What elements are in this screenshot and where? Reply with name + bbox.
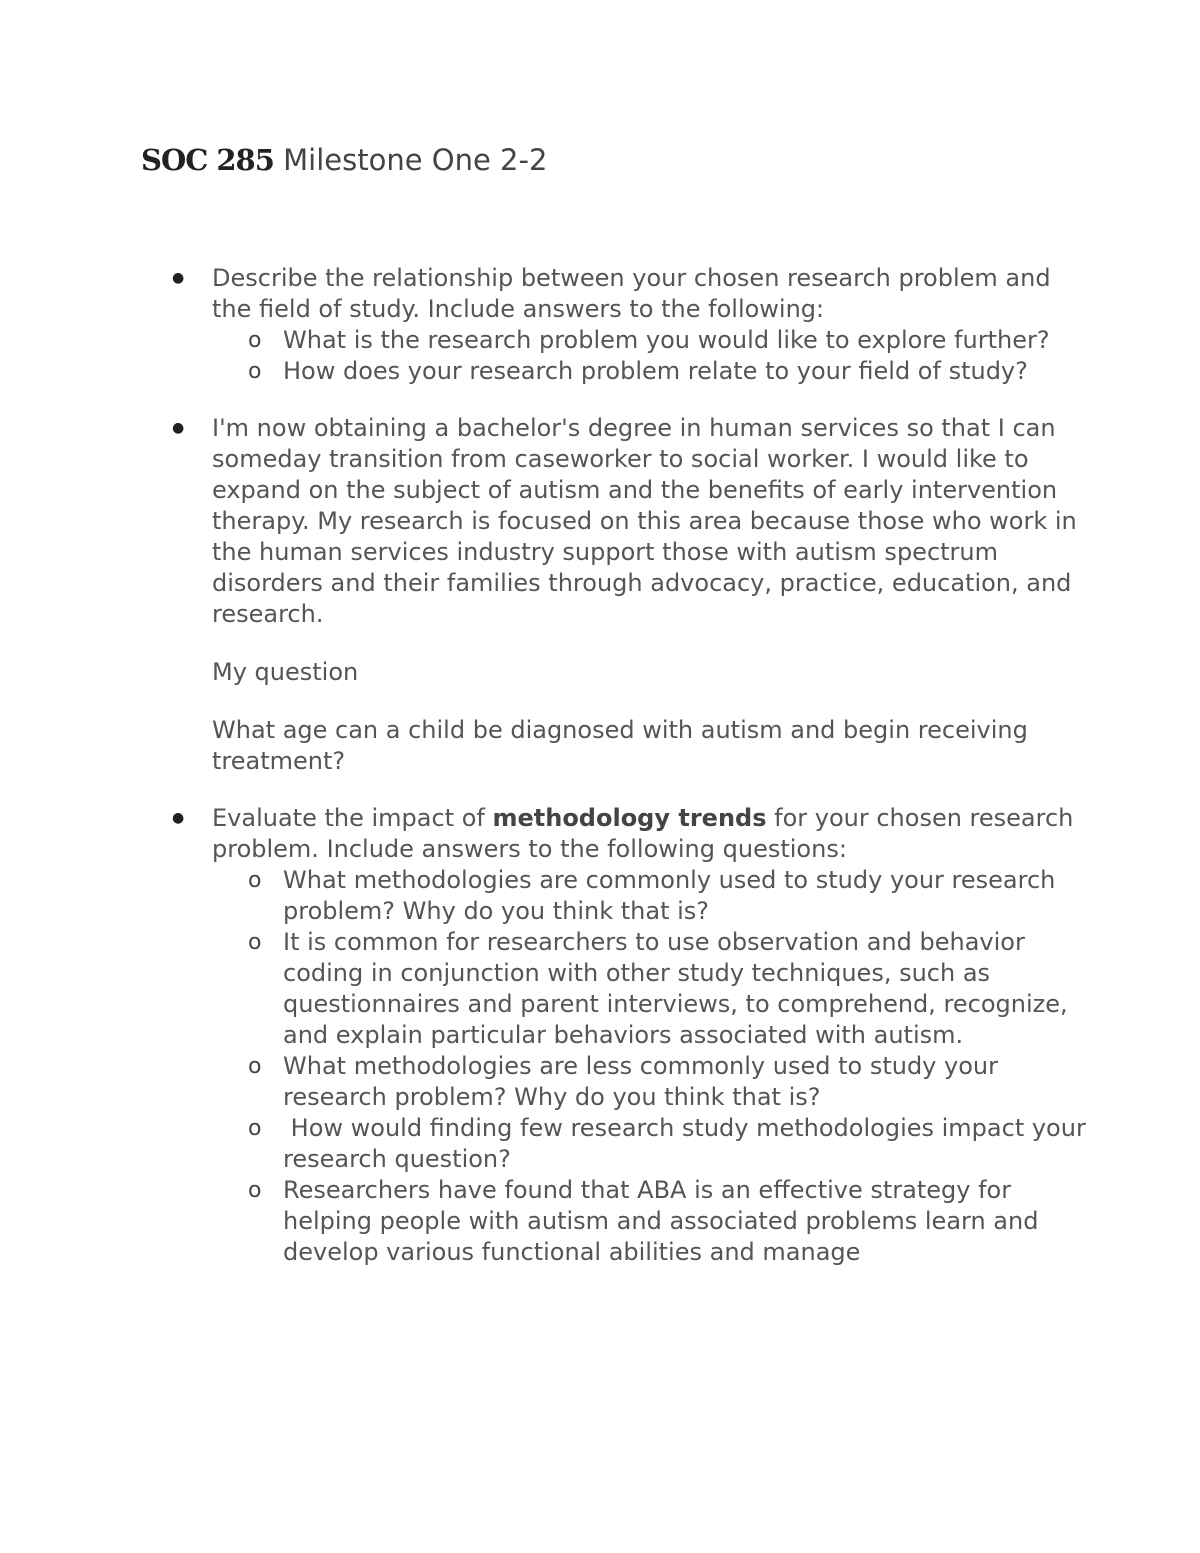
bullet-item-methodology xyxy=(212,803,1092,1268)
relationship-questions xyxy=(212,325,1092,387)
methodology-prompt-start: Evaluate the impact of xyxy=(212,804,493,832)
list-item-text: Researchers have found that ABA is an effective strategy for helping people with autism and associated problems learn and develop various functional abilities and manage xyxy=(283,1176,1039,1266)
spacer xyxy=(212,387,1092,413)
list-item xyxy=(248,1051,1092,1113)
spacer xyxy=(212,777,1092,803)
sub-bullet-marker: o xyxy=(248,1116,262,1141)
methodology-prompt xyxy=(212,803,1092,865)
methodology-trends-emphasis: methodology trends xyxy=(492,804,767,832)
spacer xyxy=(212,688,1092,715)
spacer xyxy=(212,630,1092,657)
list-item xyxy=(248,1175,1092,1268)
bullet-item-answer xyxy=(212,413,1092,777)
sub-bullet-marker: o xyxy=(248,1178,262,1203)
list-item xyxy=(248,356,1092,387)
answer-paragraph: ● I'm now obtaining a bachelor's degree in human services so that I can someday transition from caseworker to social worker. I would like to expand on the subject of autism and the benefits of early intervention therapy. My research is focused on this area because those who work in the human services industry support those with autism spectrum disorders and their families through advocacy, practice, education, and research. xyxy=(212,414,1077,628)
list-item xyxy=(248,325,1092,356)
bullet-item-relationship xyxy=(212,263,1092,387)
list-item-text: How does your research problem relate to your field of study? xyxy=(283,357,1028,385)
sub-bullet-marker: o xyxy=(248,359,262,384)
list-item-text: How would finding few research study methodologies impact your research question? xyxy=(283,1114,1094,1173)
question-label: My question xyxy=(212,658,359,686)
page-title xyxy=(141,140,547,180)
list-item-text: What methodologies are less commonly used to study your research problem? Why do you think that is? xyxy=(283,1052,998,1111)
list-item xyxy=(248,865,1092,927)
methodology-items xyxy=(212,865,1092,1268)
course-code: SOC 285 xyxy=(141,143,274,177)
research-question: What age can a child be diagnosed with autism and begin receiving treatment? xyxy=(212,716,1028,775)
milestone-name: Milestone One 2-2 xyxy=(283,143,548,177)
sub-bullet-marker: o xyxy=(248,868,262,893)
sub-bullet-marker: o xyxy=(248,930,262,955)
document-body xyxy=(212,263,1092,1268)
methodology-prompt-end: for your chosen research problem. Include answers to the following questions: xyxy=(212,804,1074,863)
list-item xyxy=(248,927,1092,1051)
list-item-text: What methodologies are commonly used to study your research problem? Why do you think that is? xyxy=(283,866,1056,925)
list-item-text: What is the research problem you would like to explore further? xyxy=(283,326,1050,354)
sub-bullet-marker: o xyxy=(248,1054,262,1079)
list-item xyxy=(248,1113,1094,1175)
sub-bullet-marker: o xyxy=(248,328,262,353)
list-item-text: It is common for researchers to use observation and behavior coding in conjunction with other study techniques, such as questionnaires and parent interviews, to comprehend, recognize, and explain particular behaviors associated with autism. xyxy=(283,928,1068,1049)
relationship-prompt: ● Describe the relationship between your chosen research problem and the field of study. Include answers to the following: xyxy=(212,264,1051,323)
